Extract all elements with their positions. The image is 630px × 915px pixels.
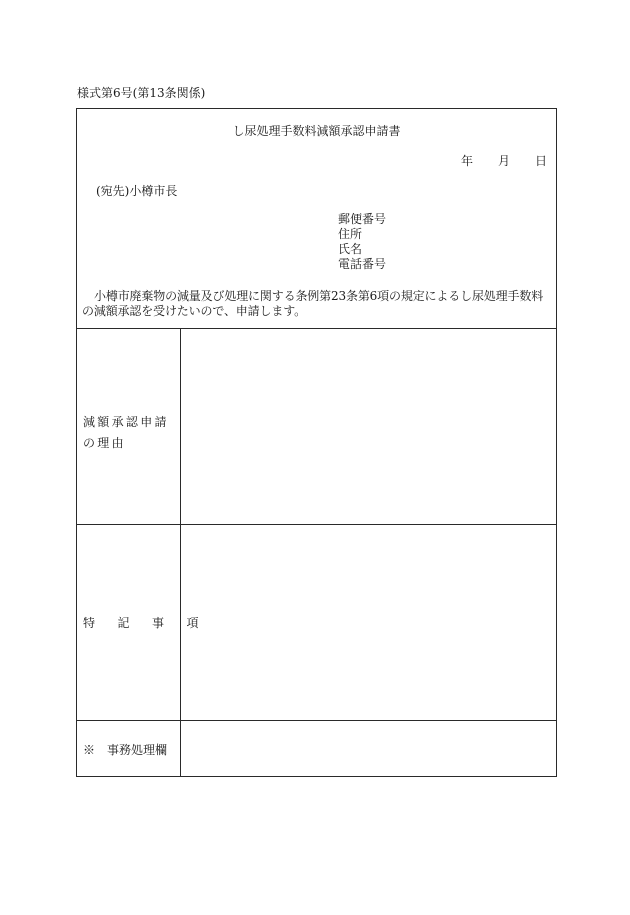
- notes-row: [77, 525, 556, 721]
- address-label: 住所: [338, 227, 363, 241]
- application-form: [76, 108, 557, 777]
- notes-label-cell: [77, 525, 222, 720]
- addressee: (宛先)小樽市長: [96, 184, 178, 198]
- office-use-field: [181, 721, 556, 776]
- form-title: し尿処理手数料減額承認申請書: [232, 124, 401, 138]
- date-year-label: 年: [460, 154, 473, 168]
- name-label: 氏名: [338, 242, 363, 256]
- notes-label: 特記事項: [83, 616, 222, 630]
- date-line: [461, 152, 547, 169]
- reason-row: [77, 329, 556, 525]
- form-number: 様式第6号(第13条関係): [77, 86, 206, 100]
- reason-label: 減額承認申請の理由: [83, 415, 169, 450]
- phone-label: 電話番号: [338, 257, 387, 271]
- reason-label-cell: [77, 329, 181, 524]
- date-day-label: 日: [534, 154, 547, 168]
- notes-field[interactable]: [181, 525, 556, 720]
- form-header: [77, 109, 556, 329]
- date-month-label: 月: [497, 154, 510, 168]
- office-use-row: [77, 721, 556, 776]
- office-use-label: ※ 事務処理欄: [83, 743, 168, 757]
- office-use-label-cell: [77, 721, 181, 776]
- applicant-fields: [338, 212, 386, 272]
- reason-field[interactable]: [181, 329, 556, 524]
- declaration-text: 小樽市廃棄物の減量及び処理に関する条例第23条第6項の規定によるし尿処理手数料の減額承認を受けたいので、申請します。: [82, 289, 544, 318]
- postal-code-label: 郵便番号: [338, 212, 387, 226]
